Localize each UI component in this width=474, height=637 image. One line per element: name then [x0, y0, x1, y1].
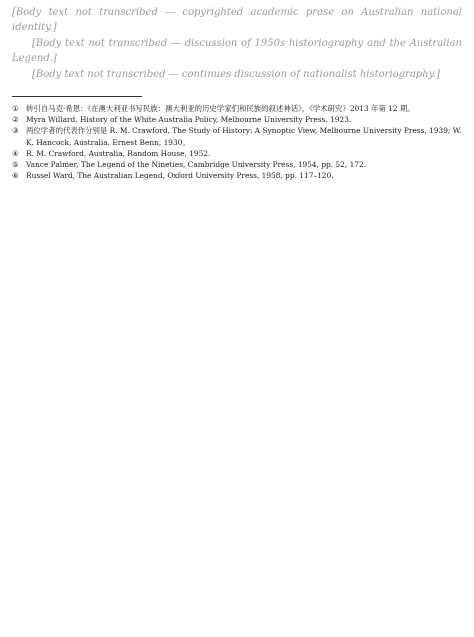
footnote-2: ② Myra Willard, History of the White Australia Policy, Melbourne University Press, 1923. — [12, 115, 352, 125]
footnotes — [12, 103, 462, 181]
paragraph-2-text: [Body text not transcribed — discussion of 1950s historiography and the Australian Legend.] — [12, 37, 462, 65]
paragraph-3 — [12, 67, 462, 82]
footnote-1: ① 转引自马克·希恩：《在澳大利亚书写民族：澳大利亚的历史学家们和民族的叙述神话》，《学术研究》2013 年第 12 期。 — [12, 104, 415, 114]
footnote-5: ⑤ Vance Palmer, The Legend of the Nineties, Cambridge University Press, 1954, pp. 52, 172. — [12, 160, 367, 170]
footnote-6: ⑥ Russel Ward, The Australian Legend, Oxford University Press, 1958, pp. 117–120. — [12, 171, 334, 181]
footnote-divider — [12, 96, 142, 97]
paragraph-3-text: [Body text not transcribed — continues discussion of nationalist historiography.] — [32, 68, 441, 80]
footnote-3: ③ 两位学者的代表作分别是 R. M. Crawford, The Study of History: A Synoptic View, Melbourne University Press, 1939; W. K. Hancock, Australia, Ernest Benn, 1930。 — [12, 126, 462, 147]
paragraph-1 — [12, 5, 462, 36]
paragraph-2 — [12, 36, 462, 67]
paragraph-1-text: [Body text not transcribed — copyrighted academic prose on Australian national identity.] — [12, 7, 462, 34]
footnote-4: ④ R. M. Crawford, Australia, Random House, 1952. — [12, 148, 211, 158]
body-text — [12, 5, 462, 82]
